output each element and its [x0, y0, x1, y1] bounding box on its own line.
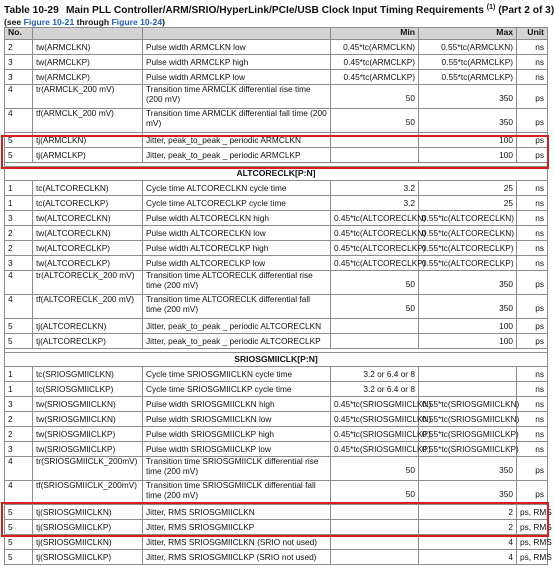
- table-number: Table 10-29: [4, 5, 59, 16]
- row-parameter: Pulse width ARMCLKP low: [143, 70, 331, 85]
- row-max: 0.55*tc(SRIOSGMIICLKN): [419, 397, 517, 412]
- row-number: 1: [5, 196, 33, 211]
- row-unit: ps, RMS: [517, 550, 548, 565]
- row-unit: ps: [517, 457, 548, 481]
- row-number: 4: [5, 457, 33, 481]
- row-number: 3: [5, 55, 33, 70]
- row-parameter: Transition time SRIOSGMIICLK differential fall time (200 mV): [143, 481, 331, 505]
- row-unit: ns: [517, 256, 548, 271]
- row-parameter: Jitter, RMS SRIOSGMIICLKN: [143, 505, 331, 520]
- see-suffix: ): [162, 17, 165, 27]
- table-row: [5, 520, 548, 535]
- row-parameter: Pulse width ARMCLKN low: [143, 40, 331, 55]
- row-min: [331, 334, 419, 349]
- row-unit: ns: [517, 412, 548, 427]
- table-caption: [4, 2, 554, 28]
- figure-link-start[interactable]: Figure 10-21: [23, 17, 75, 27]
- column-header-symbol: [33, 28, 143, 40]
- row-number: 4: [5, 109, 33, 133]
- table-row: [5, 196, 548, 211]
- row-symbol: tw(SRIOSGMIICLKN): [33, 397, 143, 412]
- row-unit: ns: [517, 70, 548, 85]
- row-max: 25: [419, 181, 517, 196]
- row-unit: ps: [517, 271, 548, 295]
- row-max: 2: [419, 520, 517, 535]
- row-unit: ps, RMS: [517, 535, 548, 550]
- table-row: [5, 70, 548, 85]
- row-max: 350: [419, 457, 517, 481]
- table-header-row: [5, 28, 548, 40]
- row-symbol: tj(ALTCORECLKN): [33, 319, 143, 334]
- table-row: [5, 427, 548, 442]
- row-min: 50: [331, 457, 419, 481]
- row-min: 50: [331, 271, 419, 295]
- row-parameter: Cycle time ALTCORECLKN cycle time: [143, 181, 331, 196]
- row-parameter: Pulse width SRIOSGMIICLKP high: [143, 427, 331, 442]
- row-parameter: Jitter, RMS SRIOSGMIICLKP (SRIO not used): [143, 550, 331, 565]
- see-through: through: [76, 17, 110, 27]
- row-max: 350: [419, 271, 517, 295]
- table-row: [5, 505, 548, 520]
- row-max: 4: [419, 535, 517, 550]
- row-parameter: Jitter, peak_to_peak _ periodic ALTCORECLKN: [143, 319, 331, 334]
- row-parameter: Jitter, RMS SRIOSGMIICLKP: [143, 520, 331, 535]
- row-symbol: tw(SRIOSGMIICLKP): [33, 442, 143, 457]
- row-parameter: Pulse width SRIOSGMIICLKN high: [143, 397, 331, 412]
- section-title: ALTCORECLK[P:N]: [5, 167, 548, 181]
- row-parameter: Transition time ALTCORECLK differential fall time (200 mV): [143, 295, 331, 319]
- row-parameter: Pulse width ALTCORECLKP low: [143, 256, 331, 271]
- row-max: 350: [419, 295, 517, 319]
- row-parameter: Transition time ARMCLK differential fall time (200 mV): [143, 109, 331, 133]
- row-symbol: tj(SRIOSGMIICLKN): [33, 505, 143, 520]
- row-unit: ns: [517, 367, 548, 382]
- row-min: 0.45*tc(SRIOSGMIICLKP): [331, 442, 419, 457]
- row-unit: ns: [517, 382, 548, 397]
- row-max: 2: [419, 505, 517, 520]
- row-min: 0.45*tc(ALTCORECLKP): [331, 256, 419, 271]
- row-max: 350: [419, 481, 517, 505]
- row-number: 5: [5, 334, 33, 349]
- row-symbol: tw(ARMCLKP): [33, 70, 143, 85]
- column-header-min: Min: [331, 28, 419, 40]
- row-min: [331, 319, 419, 334]
- row-number: 4: [5, 85, 33, 109]
- table-row: [5, 535, 548, 550]
- row-unit: ps: [517, 334, 548, 349]
- row-number: 2: [5, 241, 33, 256]
- row-symbol: tf(SRIOSGMIICLK_200mV): [33, 481, 143, 505]
- row-min: 0.45*tc(ARMCLKN): [331, 40, 419, 55]
- row-symbol: tw(ALTCORECLKN): [33, 226, 143, 241]
- row-unit: ns: [517, 55, 548, 70]
- row-parameter: Pulse width ALTCORECLKN low: [143, 226, 331, 241]
- table-row: [5, 550, 548, 565]
- column-header-unit: Unit: [517, 28, 548, 40]
- section-title: SRIOSGMIICLK[P:N]: [5, 353, 548, 367]
- row-parameter: Pulse width ARMCLKP high: [143, 55, 331, 70]
- table-title: [4, 2, 554, 17]
- row-parameter: Cycle time SRIOSGMIICLKP cycle time: [143, 382, 331, 397]
- column-header-max: Max: [419, 28, 517, 40]
- row-symbol: tw(SRIOSGMIICLKP): [33, 427, 143, 442]
- row-number: 1: [5, 181, 33, 196]
- table-row: [5, 271, 548, 295]
- table-row: [5, 442, 548, 457]
- row-max: [419, 382, 517, 397]
- row-min: [331, 505, 419, 520]
- row-number: 2: [5, 412, 33, 427]
- column-header-no: No.: [5, 28, 33, 40]
- row-max: 4: [419, 550, 517, 565]
- row-number: 5: [5, 505, 33, 520]
- row-number: 1: [5, 382, 33, 397]
- row-min: 50: [331, 109, 419, 133]
- row-max: [419, 367, 517, 382]
- row-max: 0.55*tc(ARMCLKP): [419, 70, 517, 85]
- row-unit: ps: [517, 148, 548, 163]
- see-prefix: (see: [4, 17, 22, 27]
- footnote-marker[interactable]: (1): [486, 4, 496, 11]
- row-min: 0.45*tc(SRIOSGMIICLKP): [331, 427, 419, 442]
- row-min: 0.45*tc(ALTCORECLKN): [331, 211, 419, 226]
- row-unit: ns: [517, 211, 548, 226]
- row-unit: ps: [517, 319, 548, 334]
- row-number: 5: [5, 520, 33, 535]
- row-max: 100: [419, 148, 517, 163]
- row-symbol: tw(ALTCORECLKP): [33, 256, 143, 271]
- row-min: 3.2 or 6.4 or 8: [331, 382, 419, 397]
- row-unit: ps: [517, 85, 548, 109]
- row-parameter: Cycle time SRIOSGMIICLKN cycle time: [143, 367, 331, 382]
- row-number: 1: [5, 367, 33, 382]
- table-row: [5, 334, 548, 349]
- row-max: 0.55*tc(SRIOSGMIICLKP): [419, 442, 517, 457]
- row-number: 3: [5, 397, 33, 412]
- row-unit: ps, RMS: [517, 505, 548, 520]
- row-parameter: Jitter, RMS SRIOSGMIICLKN (SRIO not used): [143, 535, 331, 550]
- row-number: 5: [5, 535, 33, 550]
- row-unit: ps: [517, 133, 548, 148]
- row-max: 100: [419, 334, 517, 349]
- row-symbol: tc(ALTCORECLKN): [33, 181, 143, 196]
- table-row: [5, 211, 548, 226]
- row-min: 0.45*tc(ALTCORECLKN): [331, 226, 419, 241]
- row-unit: ps, RMS: [517, 520, 548, 535]
- row-max: 0.55*tc(SRIOSGMIICLKP): [419, 427, 517, 442]
- row-symbol: tc(ALTCORECLKP): [33, 196, 143, 211]
- row-number: 5: [5, 133, 33, 148]
- table-row: [5, 181, 548, 196]
- row-max: 0.55*tc(ALTCORECLKP): [419, 256, 517, 271]
- section-header-row: [5, 353, 548, 367]
- row-symbol: tr(ALTCORECLK_200 mV): [33, 271, 143, 295]
- row-parameter: Pulse width ALTCORECLKN high: [143, 211, 331, 226]
- row-unit: ns: [517, 40, 548, 55]
- row-max: 0.55*tc(ALTCORECLKN): [419, 211, 517, 226]
- row-parameter: Jitter, peak_to_peak _ periodic ARMCLKN: [143, 133, 331, 148]
- row-min: 3.2 or 6.4 or 8: [331, 367, 419, 382]
- row-max: 25: [419, 196, 517, 211]
- row-max: 0.55*tc(SRIOSGMIICLKN): [419, 412, 517, 427]
- row-min: 0.45*tc(SRIOSGMIICLKN): [331, 412, 419, 427]
- row-symbol: tr(SRIOSGMIICLK_200mV): [33, 457, 143, 481]
- row-symbol: tr(ARMCLK_200 mV): [33, 85, 143, 109]
- table-row: [5, 412, 548, 427]
- figure-link-end[interactable]: Figure 10-24: [111, 17, 163, 27]
- row-max: 100: [419, 319, 517, 334]
- row-min: 3.2: [331, 196, 419, 211]
- row-symbol: tw(ARMCLKP): [33, 55, 143, 70]
- row-parameter: Cycle time ALTCORECLKP cycle time: [143, 196, 331, 211]
- table-row: [5, 55, 548, 70]
- row-min: 0.45*tc(SRIOSGMIICLKN): [331, 397, 419, 412]
- row-unit: ns: [517, 181, 548, 196]
- table-row: [5, 133, 548, 148]
- row-number: 5: [5, 550, 33, 565]
- row-max: 350: [419, 85, 517, 109]
- row-min: 3.2: [331, 181, 419, 196]
- row-min: [331, 520, 419, 535]
- row-unit: ps: [517, 109, 548, 133]
- row-max: 0.55*tc(ARMCLKP): [419, 55, 517, 70]
- row-number: 5: [5, 319, 33, 334]
- row-parameter: Pulse width SRIOSGMIICLKP low: [143, 442, 331, 457]
- table-row: [5, 382, 548, 397]
- row-symbol: tj(SRIOSGMIICLKP): [33, 520, 143, 535]
- row-symbol: tj(ARMCLKN): [33, 133, 143, 148]
- row-number: 2: [5, 427, 33, 442]
- row-symbol: tw(ARMCLKN): [33, 40, 143, 55]
- row-min: 50: [331, 481, 419, 505]
- table-row: [5, 226, 548, 241]
- row-symbol: tc(SRIOSGMIICLKP): [33, 382, 143, 397]
- table-row: [5, 481, 548, 505]
- table-row: [5, 256, 548, 271]
- row-max: 0.55*tc(ALTCORECLKP): [419, 241, 517, 256]
- row-unit: ns: [517, 397, 548, 412]
- row-max: 100: [419, 133, 517, 148]
- row-number: 3: [5, 70, 33, 85]
- row-min: [331, 550, 419, 565]
- row-max: 0.55*tc(ARMCLKN): [419, 40, 517, 55]
- table-row: [5, 319, 548, 334]
- table-title-text: Main PLL Controller/ARM/SRIO/HyperLink/PCIe/USB Clock Input Timing Requirements: [66, 5, 484, 16]
- table-row: [5, 85, 548, 109]
- row-max: 350: [419, 109, 517, 133]
- table-body: [5, 40, 552, 565]
- row-min: 0.45*tc(ALTCORECLKP): [331, 241, 419, 256]
- row-symbol: tj(SRIOSGMIICLKP): [33, 550, 143, 565]
- table-row: [5, 457, 548, 481]
- row-symbol: tj(ARMCLKP): [33, 148, 143, 163]
- table-row: [5, 367, 548, 382]
- row-unit: ns: [517, 442, 548, 457]
- row-number: 2: [5, 40, 33, 55]
- row-number: 3: [5, 442, 33, 457]
- row-min: 0.45*tc(ARMCLKP): [331, 70, 419, 85]
- table-row: [5, 148, 548, 163]
- row-min: [331, 148, 419, 163]
- row-number: 3: [5, 256, 33, 271]
- row-symbol: tw(SRIOSGMIICLKN): [33, 412, 143, 427]
- row-symbol: tc(SRIOSGMIICLKN): [33, 367, 143, 382]
- row-parameter: Transition time SRIOSGMIICLK differential rise time (200 mV): [143, 457, 331, 481]
- row-number: 3: [5, 211, 33, 226]
- row-parameter: Transition time ARMCLK differential rise time (200 mV): [143, 85, 331, 109]
- row-parameter: Transition time ALTCORECLK differential rise time (200 mV): [143, 271, 331, 295]
- row-symbol: tf(ARMCLK_200 mV): [33, 109, 143, 133]
- row-unit: ns: [517, 196, 548, 211]
- row-symbol: tw(ALTCORECLKN): [33, 211, 143, 226]
- row-parameter: Pulse width SRIOSGMIICLKN low: [143, 412, 331, 427]
- row-min: 50: [331, 85, 419, 109]
- timing-table: [4, 27, 552, 565]
- row-min: [331, 535, 419, 550]
- table-row: [5, 40, 548, 55]
- row-symbol: tf(ALTCORECLK_200 mV): [33, 295, 143, 319]
- row-number: 2: [5, 226, 33, 241]
- table-row: [5, 295, 548, 319]
- row-symbol: tj(SRIOSGMIICLKN): [33, 535, 143, 550]
- table-row: [5, 397, 548, 412]
- row-unit: ps: [517, 481, 548, 505]
- row-min: 0.45*tc(ARMCLKP): [331, 55, 419, 70]
- row-unit: ps: [517, 295, 548, 319]
- row-parameter: Jitter, peak_to_peak _ periodic ARMCLKP: [143, 148, 331, 163]
- row-min: [331, 133, 419, 148]
- row-number: 4: [5, 481, 33, 505]
- row-number: 4: [5, 295, 33, 319]
- row-symbol: tj(ALTCORECLKP): [33, 334, 143, 349]
- table-row: [5, 109, 548, 133]
- row-unit: ns: [517, 241, 548, 256]
- column-header-parameter: [143, 28, 331, 40]
- table-row: [5, 241, 548, 256]
- section-header-row: [5, 167, 548, 181]
- table-part: (Part 2 of 3): [498, 5, 554, 16]
- row-unit: ns: [517, 427, 548, 442]
- row-symbol: tw(ALTCORECLKP): [33, 241, 143, 256]
- row-max: 0.55*tc(ALTCORECLKN): [419, 226, 517, 241]
- row-parameter: Jitter, peak_to_peak _ periodic ALTCORECLKP: [143, 334, 331, 349]
- row-min: 50: [331, 295, 419, 319]
- row-number: 4: [5, 271, 33, 295]
- row-number: 5: [5, 148, 33, 163]
- row-unit: ns: [517, 226, 548, 241]
- row-parameter: Pulse width ALTCORECLKP high: [143, 241, 331, 256]
